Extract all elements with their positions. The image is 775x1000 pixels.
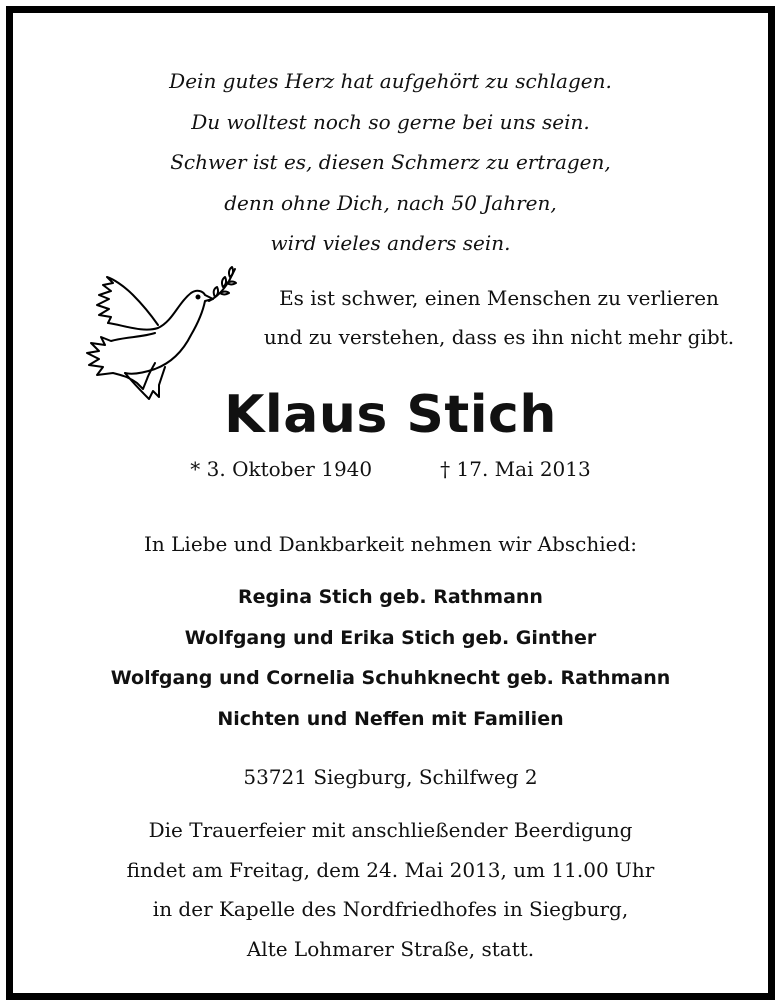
mourner: Regina Stich geb. Rathmann [238,586,543,608]
deceased-name: Klaus Stich [224,385,557,445]
dove-icon [63,263,243,403]
quote [249,279,749,357]
obituary-notice [6,6,775,1000]
poem-line: wird vieles anders sein. [270,231,511,255]
mourner: Nichten und Neffen mit Familien [217,707,564,730]
poem-line: denn ohne Dich, nach 50 Jahren, [224,190,557,215]
farewell-intro: In Liebe und Dankbarkeit nehmen wir Abschied: [144,532,637,556]
poem-line: Schwer ist es, diesen Schmerz zu ertragen, [170,150,611,174]
service-line: Die Trauerfeier mit anschließender Beerdigung [148,818,633,842]
poem-line: Du wolltest noch so gerne bei uns sein. [191,109,590,134]
poem [13,61,768,264]
mourner: Wolfgang und Cornelia Schuhknecht geb. Rathmann [110,667,671,689]
death-date: † 17. Mai 2013 [440,457,591,481]
funeral-service-info [13,811,768,969]
service-line: in der Kapelle des Nordfriedhofes in Siegburg, [152,897,629,921]
mourners-list [13,577,768,739]
mourner: Wolfgang und Erika Stich geb. Ginther [184,626,597,649]
quote-line: Es ist schwer, einen Menschen zu verlieren [279,286,719,310]
birth-date: * 3. Oktober 1940 [190,457,373,481]
life-dates [13,457,768,481]
poem-line: Dein gutes Herz hat aufgehört zu schlagen. [169,69,612,93]
quote-line: und zu verstehen, dass es ihn nicht mehr gibt. [263,325,735,349]
service-line: findet am Freitag, dem 24. Mai 2013, um 11.00 Uhr [126,857,655,882]
service-line: Alte Lohmarer Straße, statt. [246,936,535,961]
family-address: 53721 Siegburg, Schilfweg 2 [243,765,538,789]
